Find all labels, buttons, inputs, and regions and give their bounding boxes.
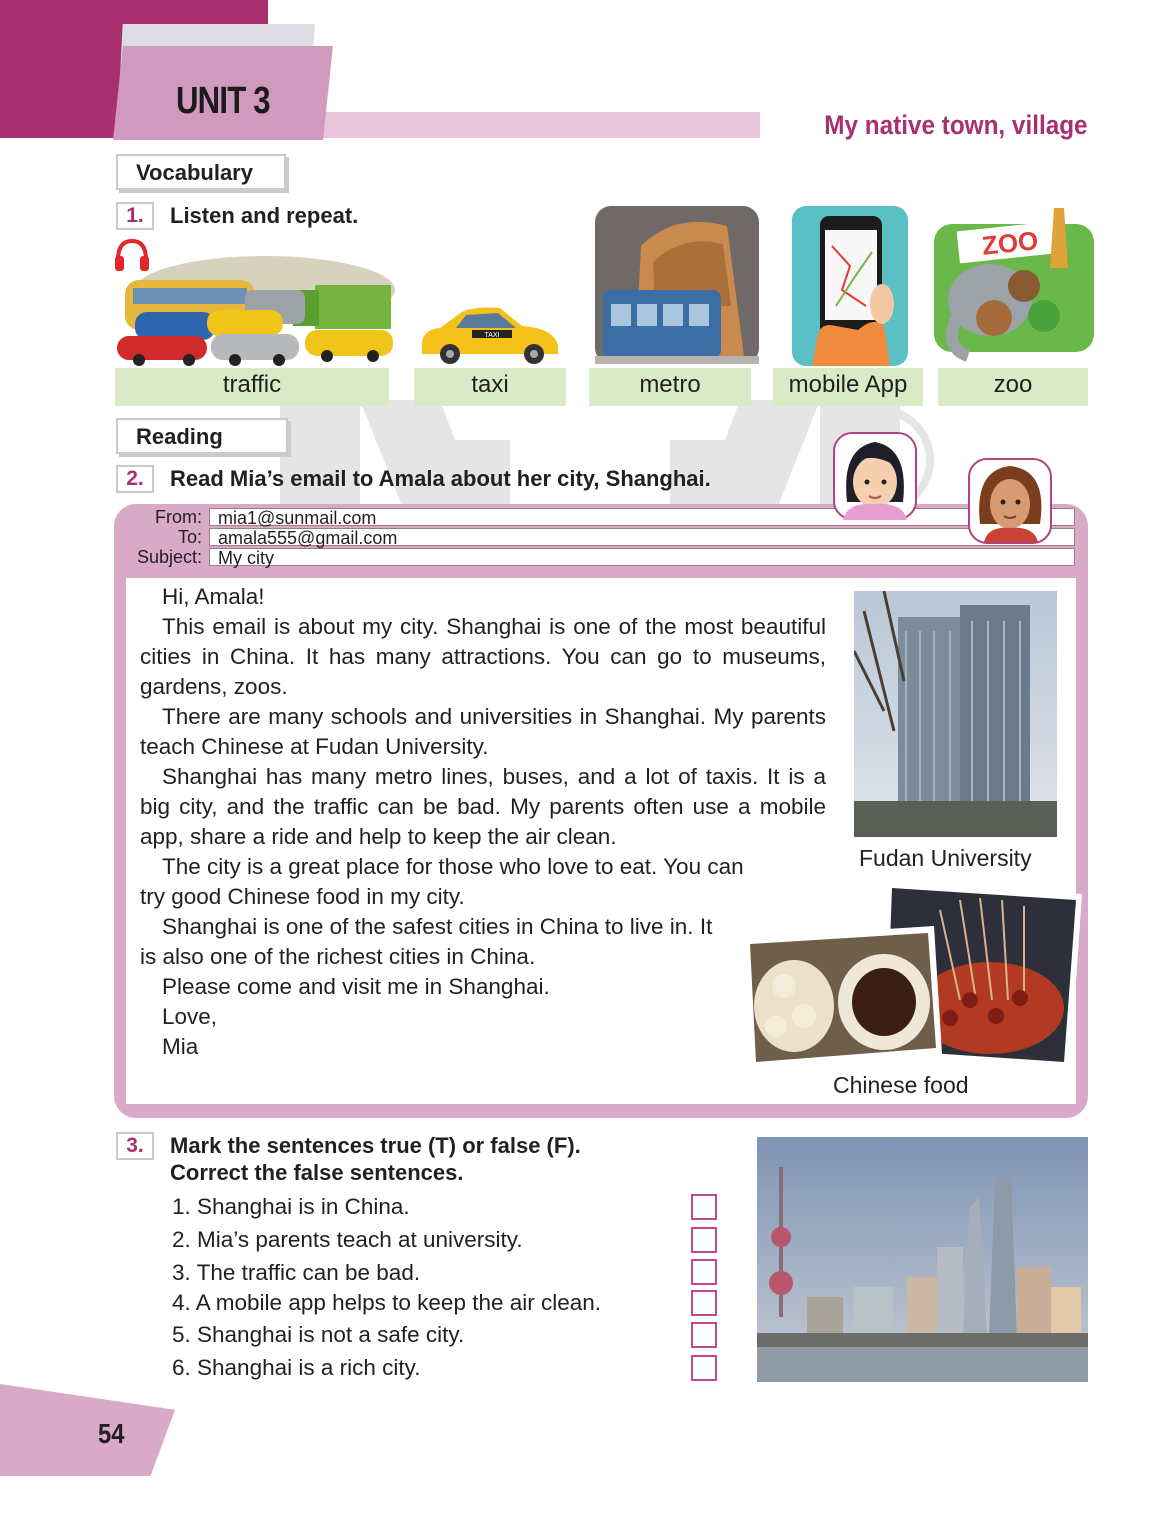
fudan-caption: Fudan University: [859, 845, 1032, 871]
reading-label: Reading: [116, 418, 288, 454]
tf-statement-2: 2. Mia’s parents teach at university.: [172, 1227, 523, 1252]
shanghai-skyline-photo: [757, 1137, 1088, 1382]
email-signature: Mia: [162, 1034, 199, 1059]
zoo-image: [934, 208, 1094, 366]
email-paragraph: Please come and visit me in Shanghai.: [162, 974, 550, 999]
tf-answer-box-3[interactable]: [691, 1259, 717, 1285]
page-number-tab: [0, 1384, 175, 1476]
instruction-read-email: Read Mia’s email to Amala about her city, Shanghai.: [170, 466, 711, 491]
tf-statement-4: 4. A mobile app helps to keep the air clean.: [172, 1290, 602, 1315]
amala-avatar: [968, 458, 1052, 544]
metro-image: [595, 206, 759, 364]
header-strip: [300, 112, 760, 138]
tf-statement-1: 1. Shanghai is in China.: [172, 1194, 410, 1219]
instruction-correct: Correct the false sentences.: [170, 1160, 464, 1185]
exercise-number-3: 3.: [116, 1132, 154, 1160]
traffic-image: [115, 250, 397, 366]
vocab-label-taxi: taxi: [414, 368, 566, 406]
email-to-label: To:: [177, 527, 202, 547]
tf-answer-box-4[interactable]: [691, 1290, 717, 1316]
tf-statement-3: 3. The traffic can be bad.: [172, 1260, 421, 1285]
svg-text:TAXI: TAXI: [484, 332, 500, 339]
vocabulary-label: Vocabulary: [116, 154, 286, 190]
page-number: 54: [98, 1418, 125, 1449]
tf-answer-box-2[interactable]: [691, 1227, 717, 1253]
svg-text:ZOO: ZOO: [980, 225, 1040, 261]
email-paragraph: This email is about my city. Shanghai is one of the most beautiful cities in China. It has many attractions. You can go to museums, gardens, zoos.: [140, 614, 826, 699]
vocab-label-zoo: zoo: [938, 368, 1088, 406]
topic-title: My native town, village: [824, 110, 1088, 140]
instruction-listen: Listen and repeat.: [170, 203, 359, 228]
mobile-app-image: [792, 206, 908, 366]
dumplings-photo: [744, 926, 942, 1068]
mia-avatar: [833, 432, 917, 520]
instruction-mark-tf: Mark the sentences true (T) or false (F).: [170, 1133, 581, 1158]
email-paragraph: Shanghai is one of the safest cities in China to live in. It is also one of the richest cities in China.: [140, 914, 713, 969]
tf-answer-box-5[interactable]: [691, 1322, 717, 1348]
unit-title: UNIT 3: [176, 80, 270, 122]
email-subject-field: My city: [209, 548, 1075, 566]
taxi-image: [414, 300, 564, 366]
email-paragraph: The city is a great place for those who love to eat. You can try good Chinese food in my city.: [140, 854, 744, 909]
exercise-number-1: 1.: [116, 202, 154, 230]
tf-statement-5: 5. Shanghai is not a safe city.: [172, 1322, 465, 1347]
email-greeting: Hi, Amala!: [162, 584, 265, 609]
email-signoff: Love,: [162, 1004, 218, 1029]
food-caption: Chinese food: [833, 1072, 969, 1098]
vocab-label-mobile-app: mobile App: [773, 368, 923, 406]
tf-statement-6: 6. Shanghai is a rich city.: [172, 1355, 421, 1380]
vocab-label-metro: metro: [589, 368, 751, 406]
tf-answer-box-6[interactable]: [691, 1355, 717, 1381]
email-subject-label: Subject:: [136, 547, 202, 567]
email-paragraph: There are many schools and universities in Shanghai. My parents teach Chinese at Fudan University.: [140, 704, 826, 759]
email-to-field: amala555@gmail.com: [209, 528, 1075, 546]
email-text: [140, 582, 826, 1062]
email-paragraph: Shanghai has many metro lines, buses, and a lot of taxis. It is a big city, and the traffic can be bad. My parents often use a mobile app, share a ride and help to keep the air clean.: [140, 764, 826, 849]
fudan-university-photo: [854, 591, 1057, 837]
email-from-field: mia1@sunmail.com: [209, 508, 1075, 526]
tf-answer-box-1[interactable]: [691, 1194, 717, 1220]
email-from-label: From:: [155, 507, 202, 527]
vocab-label-traffic: traffic: [115, 368, 389, 406]
exercise-number-2: 2.: [116, 465, 154, 493]
